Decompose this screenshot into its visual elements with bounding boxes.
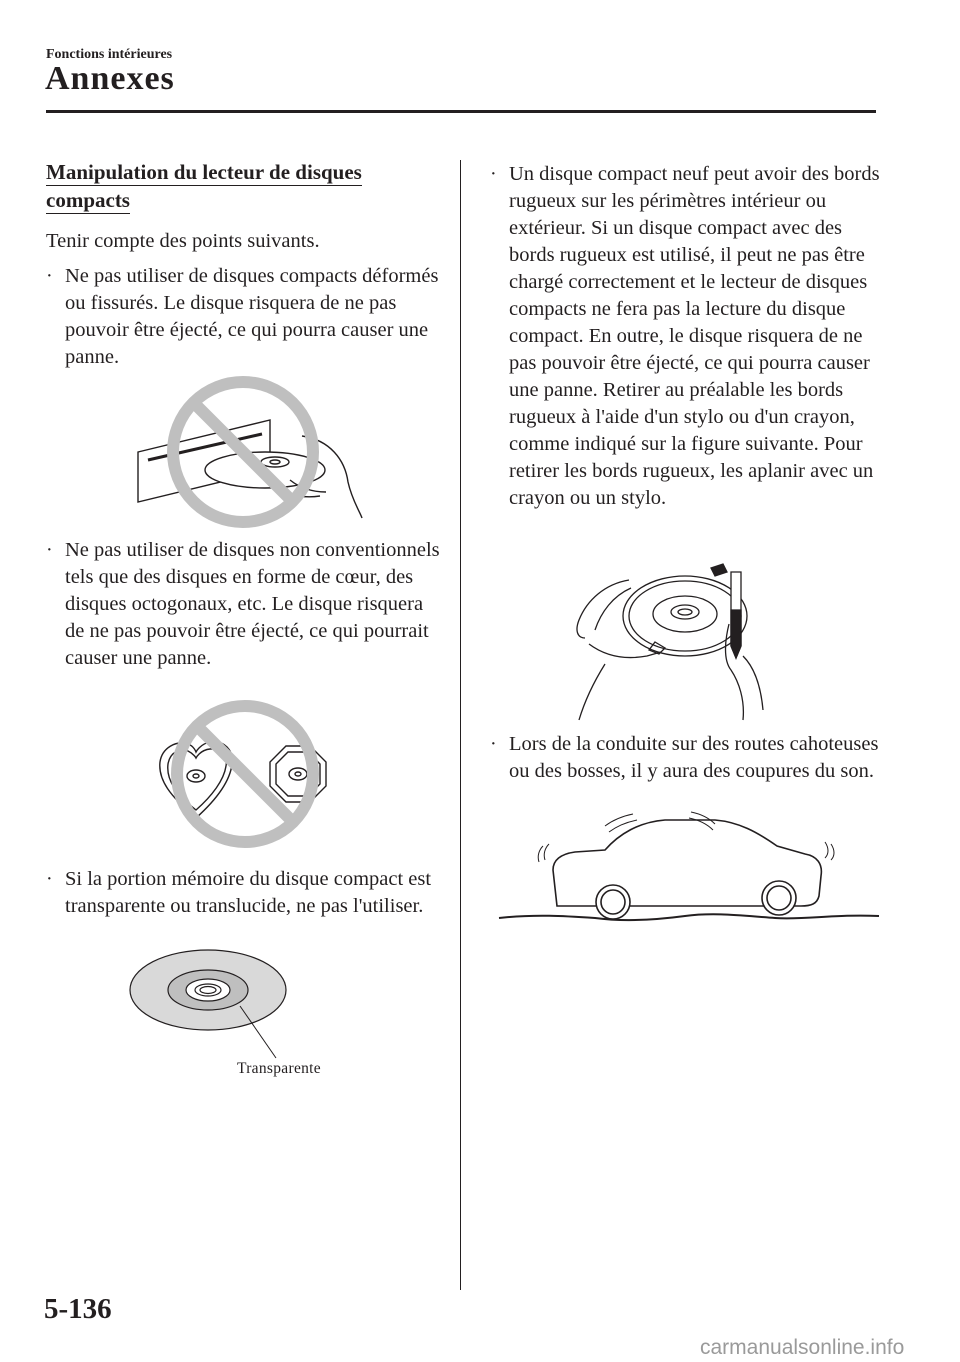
heading-text: Manipulation du lecteur de disques compacts: [46, 160, 362, 212]
list-item-text: Si la portion mémoire du disque compact est transparente ou translucide, ne pas l'utiliser.: [65, 868, 432, 917]
bumpy-road: [499, 914, 879, 920]
figure-transparent-disc: [130, 948, 330, 1058]
list-item-text: Ne pas utiliser de disques compacts déformés ou fissurés. Le disque risquera de ne pas pouvoir être éjecté, ce qui pourra causer une panne.: [65, 265, 439, 368]
bullet-dot: ·: [46, 539, 53, 561]
column-divider: [460, 160, 461, 1290]
watermark: carmanualsonline.info: [700, 1336, 905, 1359]
section-title: Fonctions intérieures: [46, 47, 173, 62]
header-rule: [46, 110, 876, 113]
bullet-dot: ·: [46, 868, 53, 890]
bullet-dot: ·: [490, 163, 497, 185]
car-icon: [553, 820, 821, 919]
figure-odd-shaped-discs: [150, 700, 350, 850]
chapter-title: Annexes: [45, 60, 175, 97]
bullet-dot: ·: [490, 733, 497, 755]
bullet-dot: ·: [46, 265, 53, 287]
list-item-text: Ne pas utiliser de disques non conventionnels tels que des disques en forme de cœur, des disques octogonaux, etc. Le disque risquera de ne pas pouvoir être éjecté, ce qui pourrait causer une panne.: [65, 539, 440, 669]
section-heading: [46, 158, 416, 214]
cd-disc-icon: [130, 950, 286, 1030]
list-item-text: Lors de la conduite sur des routes cahoteuses ou des bosses, il y aura des coupures du son.: [509, 733, 879, 782]
figure-caption: Transparente: [237, 1060, 321, 1077]
figure-car-bumpy-road: [495, 810, 885, 935]
figure-pencil-deburr: [565, 560, 825, 725]
intro-text: Tenir compte des points suivants.: [46, 230, 320, 252]
page-number: 5-136: [44, 1293, 112, 1325]
list-item-text: Un disque compact neuf peut avoir des bords rugueux sur les périmètres intérieur ou extérieur. Si un disque compact avec des bords rugueux est utilisé, il peut ne pas être chargé correctement et le lecteur de disques compacts ne fera pas la lecture du disque compact. En outre, le disque risquera de ne pas pouvoir être éjecté, ce qui pourra causer une panne. Retirer au préalable les bords rugueux à l'aide d'un stylo ou d'un crayon, comme indiqué sur la figure suivante. Pour retirer les bords rugueux, les aplanir avec un crayon ou un stylo.: [509, 163, 880, 509]
cd-disc-icon: [623, 576, 747, 656]
figure-cracked-disc: [130, 380, 370, 530]
